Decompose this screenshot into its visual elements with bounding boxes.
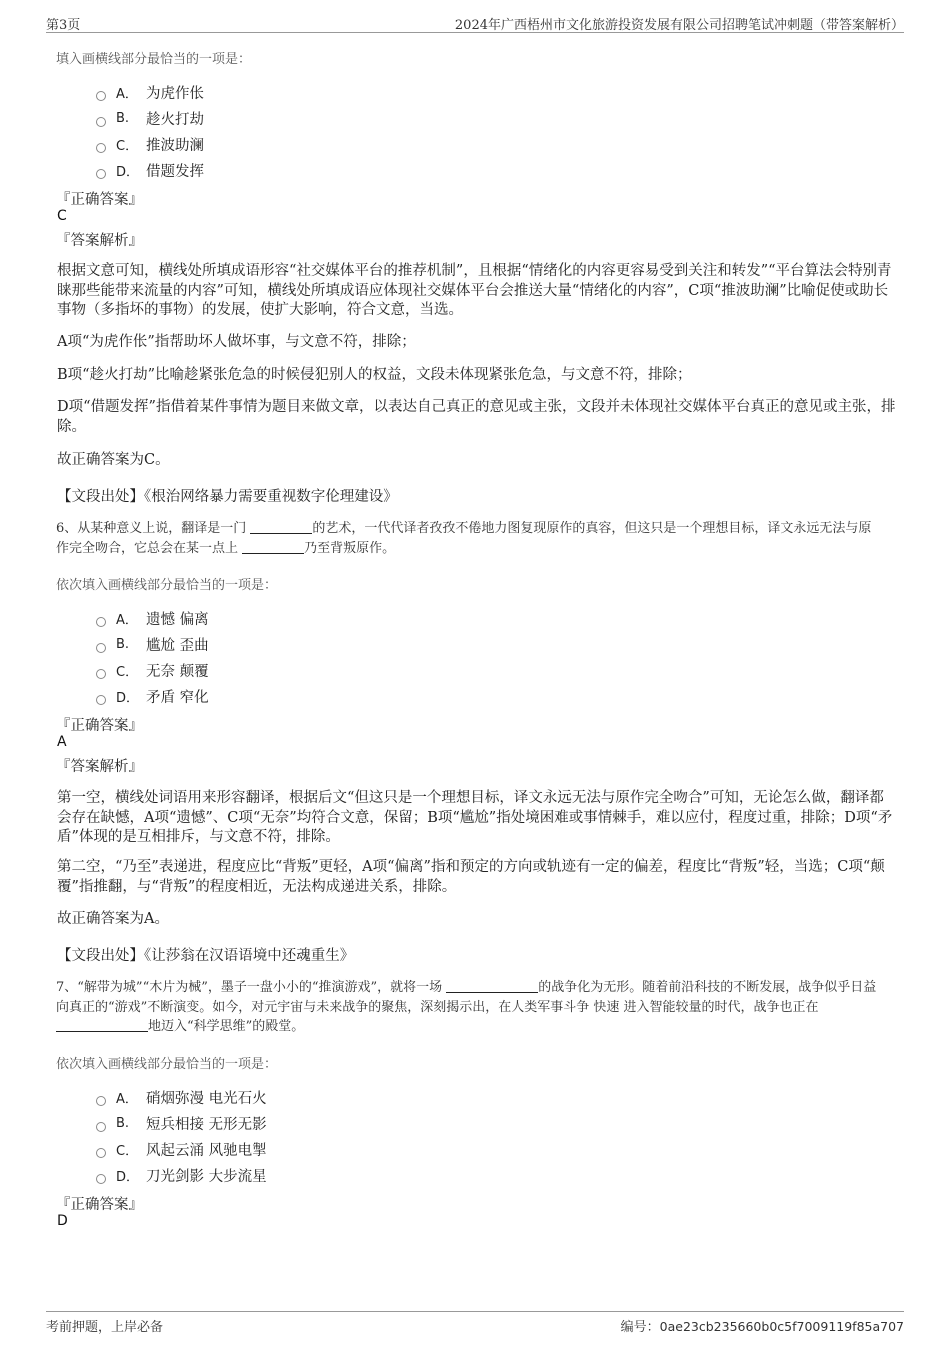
- q7-stem-line3: 地迈入“科学思维”的殿堂。: [56, 1017, 304, 1036]
- document-title: 2024年广西梧州市文化旅游投资发展有限公司招聘笔试冲刺题（带答案解析）: [454, 18, 904, 33]
- radio-icon[interactable]: [96, 1096, 106, 1106]
- radio-icon[interactable]: [96, 1122, 106, 1132]
- q7-stem-line1: 7、“解带为城”“木片为械”，墨子一盘小小的“推演游戏”，就将一场 的战争化为无形。随着前沿科技的不断发展，战争似乎日益: [56, 980, 877, 995]
- q5-source: [57, 485, 398, 506]
- source-label: 【文段出处】: [57, 948, 144, 964]
- q5-analysis-label: 『答案解析』: [56, 233, 143, 249]
- radio-icon[interactable]: [96, 91, 106, 101]
- q6-option-d[interactable]: D． 矛盾 窄化: [96, 686, 209, 707]
- q6-answer-label: 『正确答案』: [56, 718, 143, 734]
- radio-icon[interactable]: [96, 169, 106, 179]
- fill-blank: [242, 539, 304, 554]
- q5-analysis-p1: 根据文意可知，横线处所填成语形容“社交媒体平台的推荐机制”，且根据“情绪化的内容更容易受到关注和转发”“平台算法会特别青睐那些能带来流量的内容”可知，横线处所填成语应体现社交媒体平台会推送大量“情绪化的内容”，C项“推波助澜”比喻促使或助长事物（多指坏的事物）的发展，使扩大影响，符合文意，当选。: [57, 263, 892, 318]
- q7-option-d[interactable]: D． 刀光剑影 大步流星: [96, 1165, 267, 1186]
- q7-prompt: 依次填入画横线部分最恰当的一项是：: [56, 1057, 278, 1072]
- q6-analysis-p1: 第一空，横线处词语用来形容翻译，根据后文“但这只是一个理想目标，译文永远无法与原作完全吻合”可知，无论怎么做，翻译都会存在缺憾，A项“遗憾”、C项“无奈”均符合文意，保留；B项“尴尬”指处境困难或事情棘手，难以应付，程度过重，排除；D项“矛盾”体现的是互相排斥，与文意不符，排除。: [57, 790, 893, 845]
- radio-icon[interactable]: [96, 643, 106, 653]
- q6-prompt: 依次填入画横线部分最恰当的一项是：: [56, 578, 278, 593]
- radio-icon[interactable]: [96, 1148, 106, 1158]
- q5-option-a[interactable]: A． 为虎作伥: [96, 82, 204, 103]
- q5-option-c[interactable]: C． 推波助澜: [96, 134, 204, 155]
- q5-answer: C: [57, 208, 67, 224]
- radio-icon[interactable]: [96, 669, 106, 679]
- q6-option-a[interactable]: A． 遗憾 偏离: [96, 608, 209, 629]
- q7-option-c[interactable]: C． 风起云涌 风驰电掣: [96, 1139, 267, 1160]
- q7-stem-line2: 向真正的“游戏”不断演变。如今，对元宇宙与未来战争的聚焦，深刻揭示出，在人类军事斗争 快速 进入智能较量的时代，战争也正在: [56, 1000, 819, 1015]
- q7-option-b[interactable]: B. 短兵相接 无形无影: [96, 1113, 267, 1134]
- q5-analysis-p2: A项“为虎作伥”指帮助坏人做坏事，与文意不符，排除；: [57, 334, 416, 350]
- q5-analysis-p4: D项“借题发挥”指借着某件事情为题目来做文章，以表达自己真正的意见或主张，文段并未体现社交媒体平台真正的意见或主张，排除。: [57, 399, 896, 435]
- q6-source: [57, 944, 354, 965]
- q6-stem-line2: 作完全吻合，它总会在某一点上 乃至背叛原作。: [56, 541, 396, 556]
- source-title: 《根治网络暴力需要重视数字伦理建设》: [144, 489, 398, 505]
- radio-icon[interactable]: [96, 1174, 106, 1184]
- radio-icon[interactable]: [96, 617, 106, 627]
- q5-analysis-p3: B项“趁火打劫”比喻趁紧张危急的时候侵犯别人的权益，文段未体现紧张危急，与文意不符，排除；: [57, 367, 692, 383]
- q6-option-c[interactable]: C． 无奈 颠覆: [96, 660, 209, 681]
- q6-analysis-p3: 故正确答案为A。: [57, 911, 169, 927]
- q5-option-d[interactable]: D． 借题发挥: [96, 160, 204, 181]
- radio-icon[interactable]: [96, 117, 106, 127]
- radio-icon[interactable]: [96, 143, 106, 153]
- q6-option-b[interactable]: B. 尴尬 歪曲: [96, 634, 209, 655]
- fill-blank: [250, 519, 312, 534]
- source-title: 《让莎翁在汉语语境中还魂重生》: [144, 948, 355, 964]
- q7-option-a[interactable]: A． 硝烟弥漫 电光石火: [96, 1087, 267, 1108]
- page-footer: [46, 1311, 904, 1334]
- q6-stem-line1: 6、从某种意义上说，翻译是一门 的艺术，一代代译者孜孜不倦地力图复现原作的真容，但这只是一个理想目标，译文永远无法与原: [56, 521, 872, 536]
- q5-option-b[interactable]: B. 趁火打劫: [96, 108, 204, 129]
- q6-answer: A: [57, 734, 67, 750]
- q5-answer-label: 『正确答案』: [56, 192, 143, 208]
- footer-slogan: 考前押题，上岸必备: [46, 1320, 164, 1335]
- q6-analysis-p2: 第二空，“乃至”表递进，程度应比“背叛”更轻，A项“偏离”指和预定的方向或轨迹有一定的偏差，程度比“背叛”轻，当选；C项“颠覆”指推翻，与“背叛”的程度相近，无法构成递进关系，排除。: [57, 859, 885, 895]
- document-code: 编号：0ae23cb235660b0c5f7009119f85a707: [620, 1319, 904, 1335]
- fill-blank: [56, 1017, 148, 1032]
- q7-answer: D: [57, 1213, 68, 1229]
- q7-answer-label: 『正确答案』: [56, 1197, 143, 1213]
- q6-analysis-label: 『答案解析』: [56, 759, 143, 775]
- q5-analysis-p5: 故正确答案为C。: [57, 452, 170, 468]
- fill-blank: [446, 978, 538, 993]
- source-label: 【文段出处】: [57, 489, 144, 505]
- page-header: [46, 12, 904, 33]
- page-number: 第3页: [46, 18, 81, 33]
- q5-prompt: 填入画横线部分最恰当的一项是：: [56, 52, 252, 67]
- radio-icon[interactable]: [96, 695, 106, 705]
